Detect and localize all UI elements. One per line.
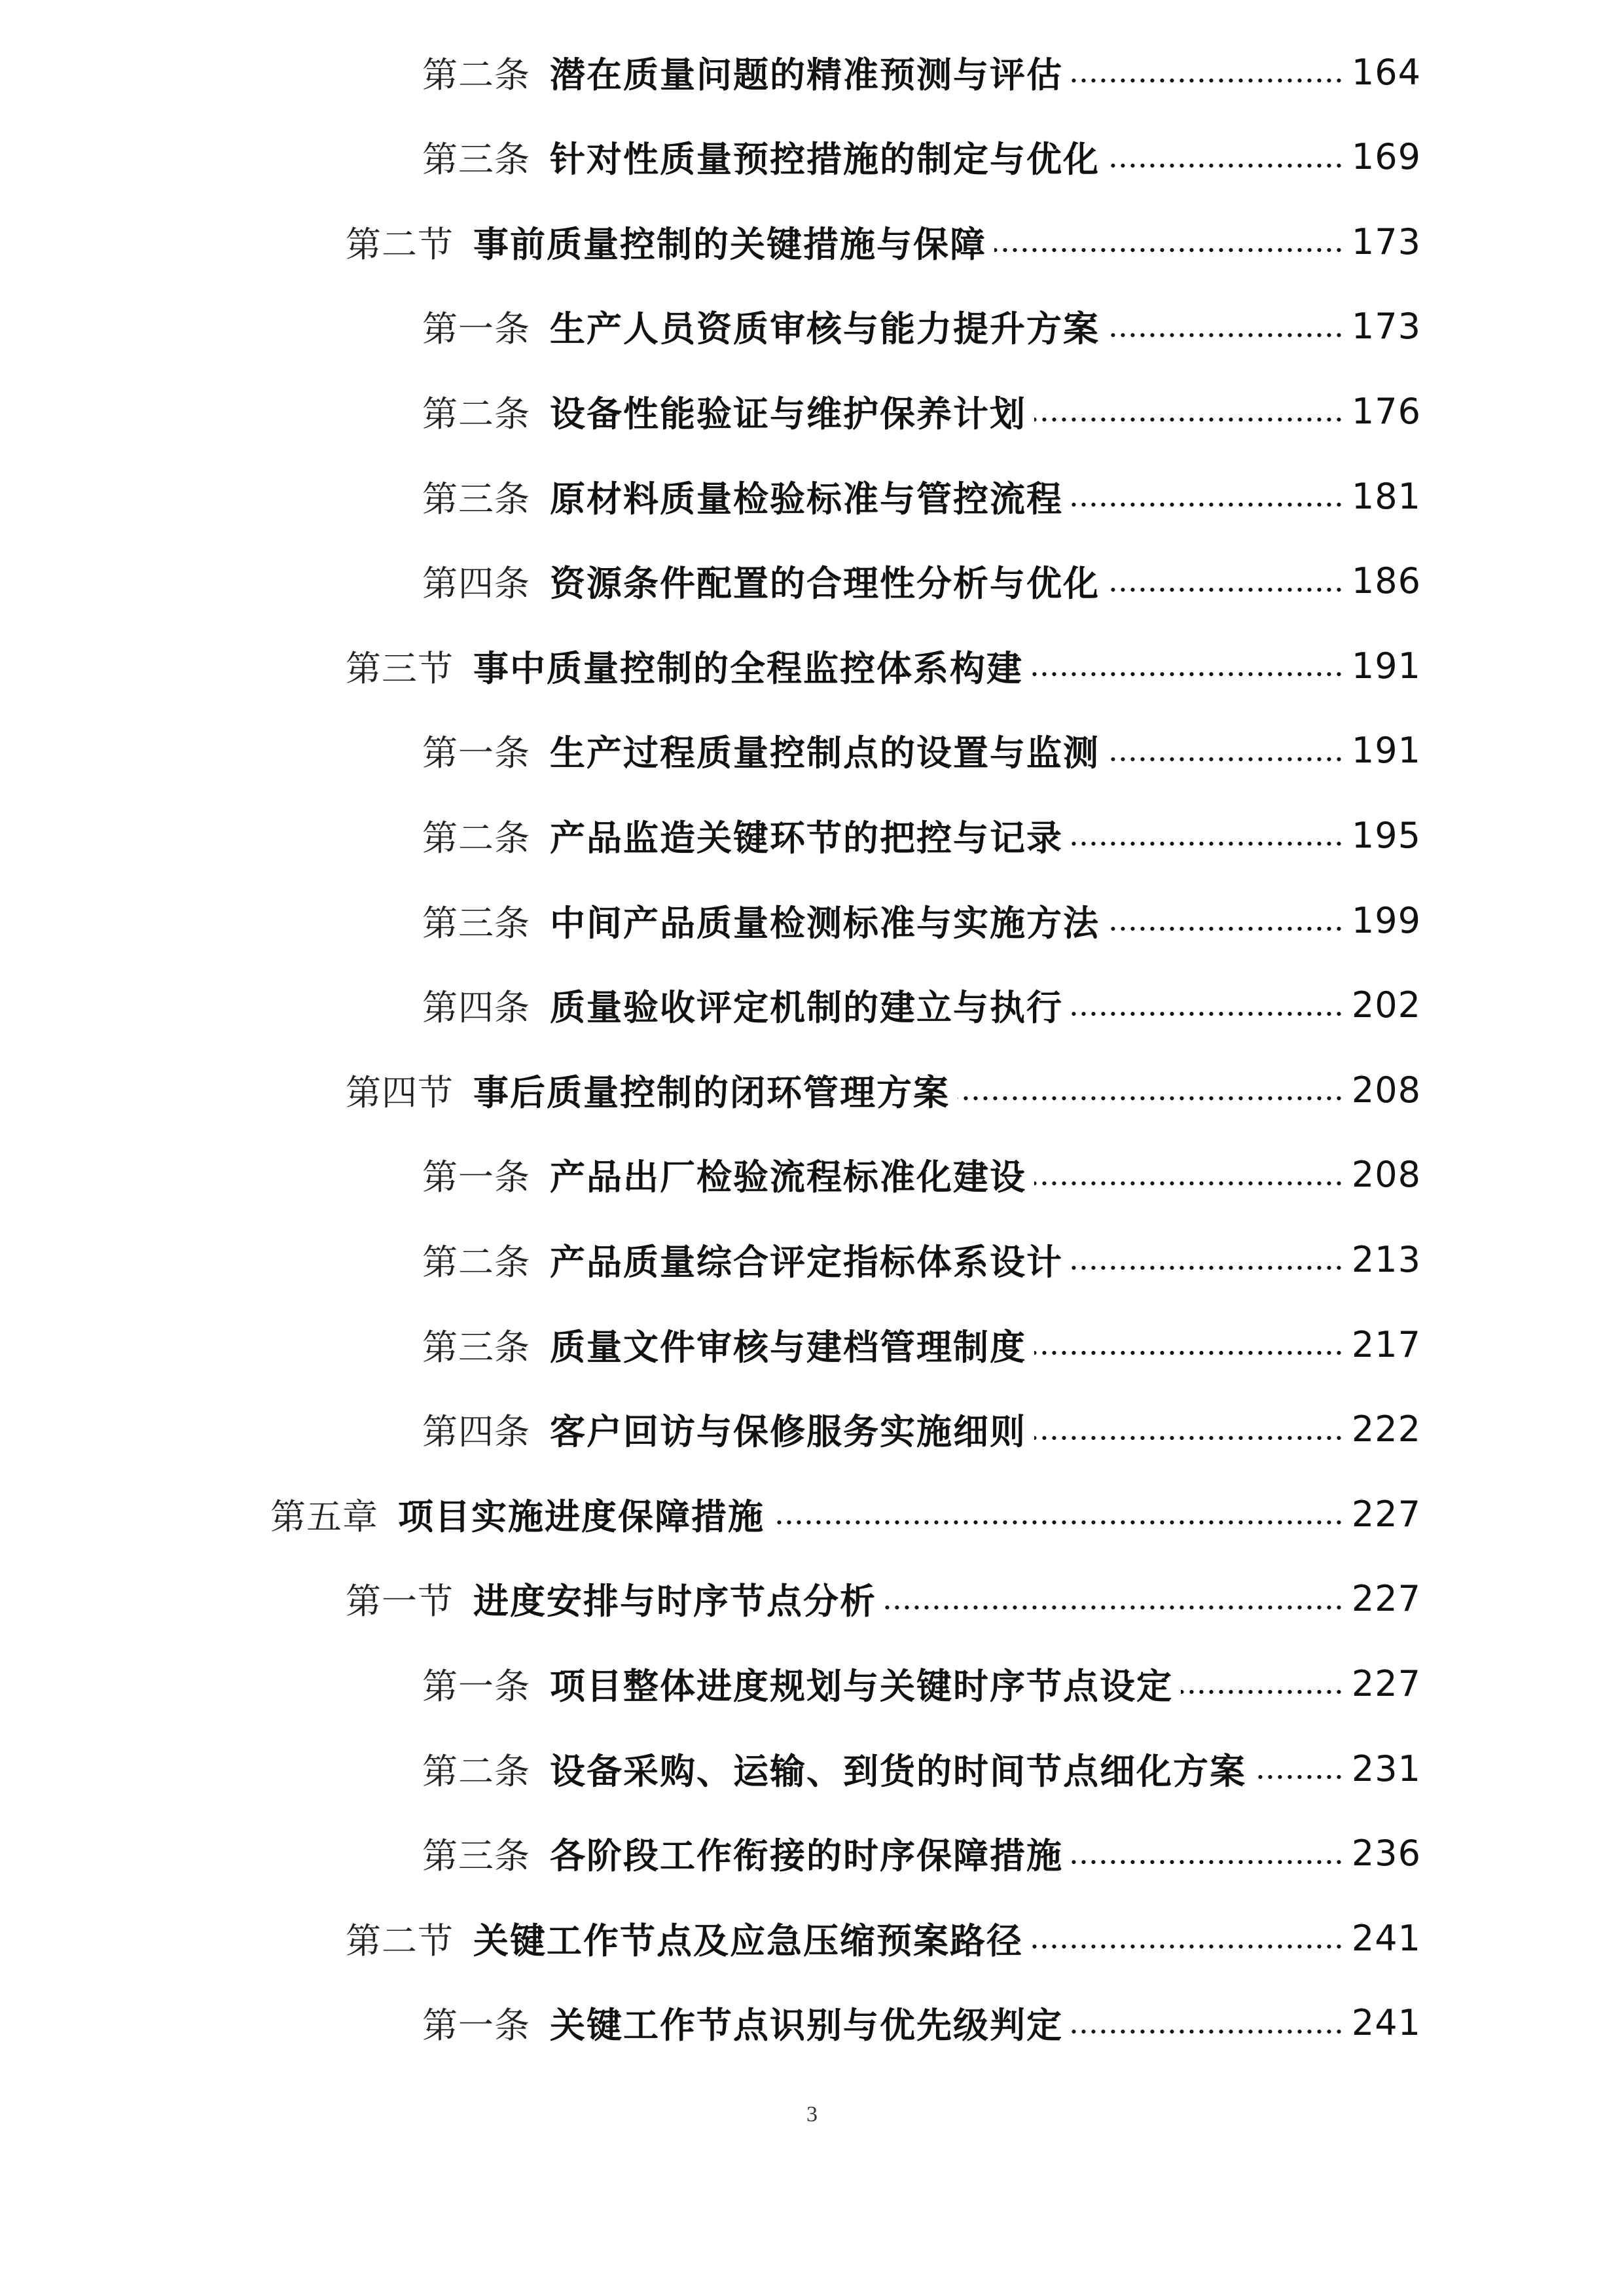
toc-entry-label: 第四条	[422, 1411, 530, 1453]
toc-entry-section[interactable]	[346, 209, 1421, 274]
dot-leader	[1071, 841, 1344, 846]
toc-entry-article[interactable]	[422, 973, 1421, 1038]
toc-entry-title: 产品质量综合评定指标体系设计	[550, 1241, 1063, 1283]
toc-entry-title: 生产人员资质审核与能力提升方案	[550, 308, 1100, 350]
toc-entry-article[interactable]	[422, 1397, 1421, 1462]
toc-entry-title: 资源条件配置的合理性分析与优化	[550, 563, 1100, 605]
toc-entry-page-number: 191	[1351, 730, 1421, 772]
toc-entry-title: 各阶段工作衔接的时序保障措施	[550, 1835, 1063, 1877]
toc-entry-label: 第三条	[422, 902, 530, 944]
toc-entry-article[interactable]	[422, 124, 1421, 190]
toc-entry-page-number: 199	[1351, 899, 1421, 941]
dot-leader	[1034, 1350, 1344, 1355]
toc-entry-page-number: 227	[1351, 1578, 1421, 1620]
toc-entry-label: 第三条	[422, 1835, 530, 1877]
toc-entry-label: 第一条	[422, 308, 530, 350]
toc-entry-article[interactable]	[422, 548, 1421, 614]
dot-leader	[1071, 1859, 1344, 1865]
dot-leader	[1108, 757, 1344, 762]
toc-entry-label: 第三节	[346, 647, 454, 689]
toc-entry-page-number: 222	[1351, 1408, 1421, 1450]
toc-entry-title: 事后质量控制的闭环管理方案	[473, 1071, 950, 1113]
dot-leader	[1034, 1181, 1344, 1186]
toc-entry-label: 第一条	[422, 2005, 530, 2047]
dot-leader	[1071, 1265, 1344, 1270]
toc-entry-page-number: 208	[1351, 1069, 1421, 1111]
toc-entry-page-number: 241	[1351, 1917, 1421, 1959]
dot-leader	[1071, 502, 1344, 507]
toc-entry-page-number: 202	[1351, 984, 1421, 1026]
dot-leader	[1108, 332, 1344, 338]
dot-leader	[1108, 587, 1344, 592]
toc-entry-page-number: 164	[1351, 51, 1421, 93]
toc-entry-label: 第二条	[422, 54, 530, 96]
toc-entry-article[interactable]	[422, 718, 1421, 783]
dot-leader	[1071, 1011, 1344, 1016]
toc-entry-article[interactable]	[422, 1821, 1421, 1886]
toc-entry-label: 第二节	[346, 1920, 454, 1962]
toc-entry-title: 潜在质量问题的精准预测与评估	[550, 54, 1063, 96]
toc-entry-title: 中间产品质量检测标准与实施方法	[550, 902, 1100, 944]
toc-entry-label: 第四条	[422, 563, 530, 605]
toc-entry-title: 质量验收评定机制的建立与执行	[550, 987, 1063, 1029]
toc-entry-label: 第四节	[346, 1071, 454, 1113]
toc-entry-label: 第三条	[422, 1326, 530, 1368]
dot-leader	[1071, 78, 1344, 83]
toc-entry-page-number: 176	[1351, 390, 1421, 432]
toc-entry-label: 第二节	[346, 223, 454, 265]
dot-leader	[1034, 417, 1344, 422]
toc-entry-section[interactable]	[346, 633, 1421, 698]
toc-entry-page-number: 195	[1351, 814, 1421, 856]
toc-entry-article[interactable]	[422, 1312, 1421, 1377]
dot-leader	[994, 247, 1344, 253]
dot-leader	[1181, 1689, 1344, 1695]
toc-entry-label: 第一条	[422, 1665, 530, 1707]
toc-entry-page-number: 169	[1351, 136, 1421, 178]
toc-entry-article[interactable]	[422, 888, 1421, 953]
toc-entry-page-number: 186	[1351, 560, 1421, 602]
toc-entry-label: 第二条	[422, 393, 530, 435]
dot-leader	[772, 1520, 1344, 1525]
toc-entry-section[interactable]	[346, 1057, 1421, 1122]
toc-entry-title: 项目整体进度规划与关键时序节点设定	[550, 1665, 1173, 1707]
toc-entry-label: 第一节	[346, 1581, 454, 1623]
toc-entry-title: 设备采购、运输、到货的时间节点细化方案	[550, 1750, 1246, 1792]
dot-leader	[1071, 2029, 1344, 2034]
toc-entry-page-number: 191	[1351, 645, 1421, 687]
toc-entry-title: 项目实施进度保障措施	[398, 1496, 765, 1537]
toc-entry-page-number: 213	[1351, 1238, 1421, 1280]
toc-entry-article[interactable]	[422, 1227, 1421, 1292]
dot-leader	[1108, 163, 1344, 168]
toc-entry-label: 第四条	[422, 987, 530, 1029]
dot-leader	[1108, 926, 1344, 931]
toc-entry-title: 设备性能验证与维护保养计划	[550, 393, 1026, 435]
toc-entry-label: 第一条	[422, 732, 530, 774]
toc-entry-title: 事中质量控制的全程监控体系构建	[473, 647, 1023, 689]
toc-entry-section[interactable]	[346, 1566, 1421, 1632]
dot-leader	[1031, 672, 1344, 677]
toc-entry-article[interactable]	[422, 802, 1421, 868]
toc-entry-page-number: 227	[1351, 1662, 1421, 1704]
toc-entry-page-number: 236	[1351, 1833, 1421, 1874]
toc-entry-title: 产品监造关键环节的把控与记录	[550, 817, 1063, 859]
toc-entry-title: 产品出厂检验流程标准化建设	[550, 1157, 1026, 1198]
toc-entry-article[interactable]	[422, 1990, 1421, 2056]
toc-entry-article[interactable]	[422, 1142, 1421, 1208]
toc-entry-title: 进度安排与时序节点分析	[473, 1581, 876, 1623]
toc-entry-article[interactable]	[422, 39, 1421, 105]
toc-entry-page-number: 208	[1351, 1154, 1421, 1196]
dot-leader	[884, 1605, 1344, 1610]
toc-entry-title: 关键工作节点及应急压缩预案路径	[473, 1920, 1023, 1962]
dot-leader	[1031, 1944, 1344, 1949]
toc-entry-article[interactable]	[422, 1651, 1421, 1716]
dot-leader	[1034, 1435, 1344, 1441]
toc-entry-page-number: 181	[1351, 475, 1421, 517]
toc-entry-title: 生产过程质量控制点的设置与监测	[550, 732, 1100, 774]
toc-entry-title: 关键工作节点识别与优先级判定	[550, 2005, 1063, 2047]
toc-entry-page-number: 173	[1351, 306, 1421, 348]
toc-entry-label: 第一条	[422, 1157, 530, 1198]
toc-entry-label: 第三条	[422, 139, 530, 181]
toc-entry-page-number: 217	[1351, 1323, 1421, 1365]
toc-entry-article[interactable]	[422, 378, 1421, 444]
toc-entry-page-number: 173	[1351, 221, 1421, 262]
toc-entry-page-number: 231	[1351, 1748, 1421, 1789]
toc-entry-label: 第二条	[422, 1750, 530, 1792]
toc-entry-article[interactable]	[422, 463, 1421, 529]
toc-entry-article[interactable]	[422, 1736, 1421, 1801]
toc-entry-title: 针对性质量预控措施的制定与优化	[550, 139, 1100, 181]
toc-entry-label: 第三条	[422, 478, 530, 520]
toc-entry-title: 客户回访与保修服务实施细则	[550, 1411, 1026, 1453]
dot-leader	[1254, 1774, 1344, 1780]
toc-entry-page-number: 241	[1351, 2002, 1421, 2044]
dot-leader	[958, 1096, 1344, 1101]
toc-entry-chapter[interactable]	[270, 1481, 1421, 1547]
toc-entry-label: 第五章	[270, 1496, 378, 1537]
toc-entry-article[interactable]	[422, 294, 1421, 359]
toc-entry-title: 事前质量控制的关键措施与保障	[473, 223, 986, 265]
toc-entry-label: 第二条	[422, 817, 530, 859]
toc-entry-title: 原材料质量检验标准与管控流程	[550, 478, 1063, 520]
toc-entry-title: 质量文件审核与建档管理制度	[550, 1326, 1026, 1368]
toc-entry-label: 第二条	[422, 1241, 530, 1283]
page-number: 3	[806, 2102, 818, 2126]
toc-entry-page-number: 227	[1351, 1493, 1421, 1535]
toc-entry-section[interactable]	[346, 1905, 1421, 1971]
